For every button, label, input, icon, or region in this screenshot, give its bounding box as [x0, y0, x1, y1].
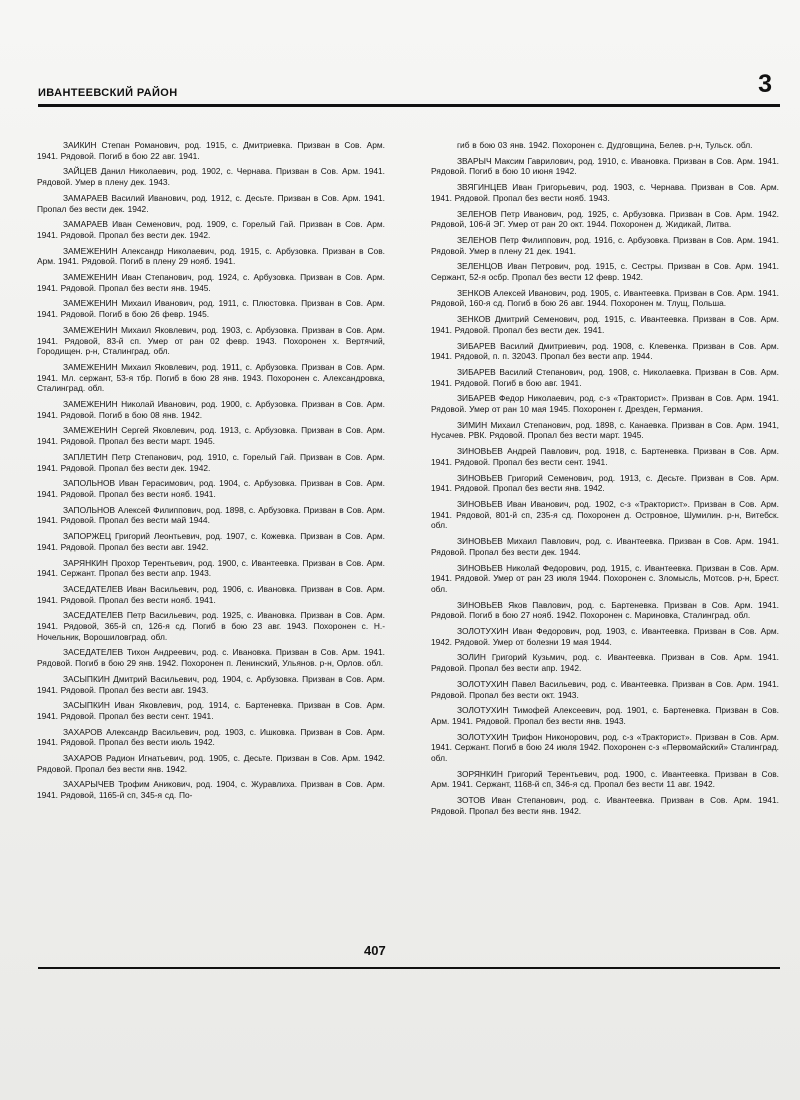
- list-item: [431, 314, 779, 335]
- entry-text: ЗЕЛЕНЦОВ Иван Петрович, род. 1915, с. Сестры. Призван в Сов. Арм. 1941. Сержант, 52-я осбр. Пропал без вести 12 февр. 1942.: [431, 261, 779, 283]
- entry-text: ЗОЛОТУХИН Тимофей Алексеевич, род. 1901, с. Бартеневка. Призван в Сов. Арм. 1941. Рядовой. Пропал без вести янв. 1943.: [431, 705, 779, 726]
- entry-text: ЗАПОЛЬНОВ Иван Герасимович, род. 1904, с. Арбузовка. Призван в Сов. Арм. 1941. Рядовой. Пропал без вести нояб. 1941.: [37, 478, 385, 499]
- entry-text: ЗАПОЛЬНОВ Алексей Филиппович, род. 1898, с. Арбузовка. Призван в Сов. Арм. 1941. Рядовой. Пропал без вести май 1944.: [37, 504, 385, 526]
- list-item: [37, 193, 385, 214]
- entry-text: ЗЕНКОВ Алексей Иванович, род. 1905, с. Ивантеевка. Призван в Сов. Арм. 1941. Рядовой, 160-я сд. Погиб в бою 26 авг. 1944. Похоронен м. Тлущ, Польша.: [431, 287, 779, 309]
- entry-text: ЗОЛИН Григорий Кузьмич, род. с. Ивантеевка. Призван в Сов. Арм. 1941. Рядовой. Пропал без вести апр. 1942.: [431, 652, 779, 674]
- list-item: [431, 473, 779, 494]
- list-item: [431, 446, 779, 467]
- entry-text: ЗИБАРЕВ Василий Степанович, род. 1908, с. Николаевка. Призван в Сов. Арм. 1941. Рядовой. Погиб в бою авг. 1941.: [431, 366, 779, 388]
- entry-text: ЗАХАРОВ Александр Васильевич, род. 1903, с. Ишковка. Призван в Сов. Арм. 1941. Рядовой. Пропал без вести июль 1942.: [37, 726, 385, 748]
- list-item: [431, 341, 779, 362]
- entry-text: ЗАМАРАЕВ Василий Иванович, род. 1912, с. Десьте. Призван в Сов. Арм. 1941. Пропал без вести дек. 1942.: [37, 192, 385, 214]
- entry-text: ЗОЛОТУХИН Павел Васильевич, род. с. Ивантеевка. Призван в Сов. Арм. 1941. Рядовой. Пропал без вести окт. 1943.: [431, 678, 779, 700]
- list-item: [431, 420, 779, 441]
- list-item: [37, 610, 385, 642]
- list-item: [37, 584, 385, 605]
- list-item: [37, 647, 385, 668]
- left-column: [37, 140, 385, 930]
- entry-text: ЗАМЕЖЕНИН Иван Степанович, род. 1924, с. Арбузовка. Призван в Сов. Арм. 1941. Рядовой. Пропал без вести янв. 1945.: [37, 272, 385, 293]
- list-item: [431, 732, 779, 764]
- list-item: [431, 393, 779, 414]
- entry-text: ЗАМАРАЕВ Иван Семенович, род. 1909, с. Горелый Гай. Призван в Сов. Арм. 1941. Рядовой. Пропал без вести дек. 1942.: [37, 219, 385, 240]
- list-item: [431, 652, 779, 673]
- list-item: [37, 478, 385, 499]
- list-item: [431, 626, 779, 647]
- list-item: [431, 182, 779, 203]
- list-item: [431, 499, 779, 531]
- entry-text: ЗАРЯНКИН Прохор Терентьевич, род. 1900, с. Ивантеевка. Призван в Сов. Арм. 1941. Сержант. Пропал без вести апр. 1943.: [37, 557, 385, 579]
- list-item: [37, 272, 385, 293]
- list-item: [37, 505, 385, 526]
- list-item: [37, 325, 385, 357]
- list-item: [37, 779, 385, 800]
- entry-text: ЗИНОВЬЕВ Андрей Павлович, род. 1918, с. Бартеневка. Призван в Сов. Арм. 1941. Рядовой. Пропал без вести сент. 1941.: [431, 446, 779, 467]
- entry-text: ЗАМЕЖЕНИН Сергей Яковлевич, род. 1913, с. Арбузовка. Призван в Сов. Арм. 1941. Рядовой. Пропал без вести март. 1945.: [37, 425, 385, 447]
- list-item: [37, 219, 385, 240]
- entry-text: ЗВЯГИНЦЕВ Иван Григорьевич, род. 1903, с. Чернава. Призван в Сов. Арм. 1941. Рядовой. Пропал без вести нояб. 1943.: [431, 182, 779, 203]
- entry-text: ЗИМИН Михаил Степанович, род. 1898, с. Канаевка. Призван в Сов. Арм. 1941, Нусачев. РВК. Рядовой. Пропал без вести март. 1945.: [431, 419, 779, 441]
- list-item: [431, 705, 779, 726]
- entry-text: ЗОТОВ Иван Степанович, род. с. Ивантеевка. Призван в Сов. Арм. 1941. Рядовой. Пропал без вести янв. 1942.: [431, 795, 779, 816]
- entry-text: ЗИБАРЕВ Федор Николаевич, род. с-з «Тракторист». Призван в Сов. Арм. 1941. Рядовой. Умер от ран 10 мая 1945. Похоронен г. Дрезден, Германия.: [431, 393, 779, 415]
- right-column: [431, 140, 779, 930]
- region-title: ИВАНТЕЕВСКИЙ РАЙОН: [38, 87, 178, 99]
- entry-text: ЗАЙЦЕВ Данил Николаевич, род. 1902, с. Чернава. Призван в Сов. Арм. 1941. Рядовой. Умер в плену дек. 1943.: [37, 166, 385, 188]
- list-item: [431, 679, 779, 700]
- list-item: [37, 558, 385, 579]
- entry-text: гиб в бою 03 янв. 1942. Похоронен с. Дудговщина, Белев. р-н, Тульск. обл.: [457, 140, 753, 150]
- entry-text: ЗЕНКОВ Дмитрий Семенович, род. 1915, с. Ивантеевка. Призван в Сов. Арм. 1941. Рядовой. Пропал без вести дек. 1941.: [431, 314, 779, 335]
- list-item: [37, 425, 385, 446]
- list-item: [37, 531, 385, 552]
- entry-text: ЗАМЕЖЕНИН Николай Иванович, род. 1900, с. Арбузовка. Призван в Сов. Арм. 1941. Рядовой. Погиб в бою 08 янв. 1942.: [37, 399, 385, 420]
- entry-text: ЗАМЕЖЕНИН Михаил Иванович, род. 1911, с. Плюстовка. Призван в Сов. Арм. 1941. Рядовой. Погиб в бою 26 февр. 1945.: [37, 298, 385, 320]
- entry-text: ЗИНОВЬЕВ Григорий Семенович, род. 1913, с. Десьте. Призван в Сов. Арм. 1941. Рядовой. Пропал без вести янв. 1942.: [431, 472, 779, 494]
- list-item: [431, 156, 779, 177]
- list-item: [431, 140, 779, 151]
- list-item: [431, 235, 779, 256]
- entry-text: ЗАМЕЖЕНИН Александр Николаевич, род. 1915, с. Арбузовка. Призван в Сов. Арм. 1941. Рядовой. Погиб в плену 29 нояб. 1941.: [37, 245, 385, 267]
- list-item: [37, 362, 385, 394]
- list-item: [431, 367, 779, 388]
- list-item: [37, 166, 385, 187]
- list-item: [431, 261, 779, 282]
- entry-text: ЗИНОВЬЕВ Яков Павлович, род. с. Бартеневка. Призван в Сов. Арм. 1941. Рядовой. Погиб в бою 27 нояб. 1942. Похоронен с. Мариновка, Сталинград. обл.: [431, 599, 779, 621]
- list-item: [37, 298, 385, 319]
- entry-text: ЗЕЛЕНОВ Петр Филиппович, род. 1916, с. Арбузовка. Призван в Сов. Арм. 1941. Рядовой. Умер в плену 21 дек. 1941.: [431, 234, 779, 256]
- entry-text: ЗОЛОТУХИН Иван Федорович, род. 1903, с. Ивантеевка. Призван в Сов. Арм. 1942. Рядовой. Умер от болезни 19 мая 1944.: [431, 626, 779, 647]
- entry-text: ЗАСЫПКИН Дмитрий Васильевич, род. 1904, с. Арбузовка. Призван в Сов. Арм. 1941. Рядовой. Пропал без вести авг. 1943.: [37, 673, 385, 695]
- list-item: [431, 795, 779, 816]
- entry-text: ЗАПОРЖЕЦ Григорий Леонтьевич, род. 1907, с. Кожевка. Призван в Сов. Арм. 1941. Рядовой. Пропал без вести авг. 1942.: [37, 531, 385, 552]
- entry-text: ЗЕЛЕНОВ Петр Иванович, род. 1925, с. Арбузовка. Призван в Сов. Арм. 1942. Рядовой, 106-й ЭГ. Умер от ран 20 окт. 1944. Похоронен д. Жидикай, Литва.: [431, 208, 779, 230]
- entry-text: ЗАИКИН Степан Романович, род. 1915, с. Дмитриевка. Призван в Сов. Арм. 1941. Рядовой. Погиб в бою 22 авг. 1941.: [37, 140, 385, 161]
- list-item: [37, 399, 385, 420]
- entry-text: ЗАМЕЖЕНИН Михаил Яковлевич, род. 1911, с. Арбузовка. Призван в Сов. Арм. 1941. Мл. сержант, 53-я тбр. Погиб в бою 28 янв. 1943. Похоронен с. Александровка, Сталинград. обл.: [37, 361, 385, 394]
- entry-text: ЗИНОВЬЕВ Иван Иванович, род. 1902, с-з «Тракторист». Призван в Сов. Арм. 1941. Рядовой, 801-й сп, 235-я сд. Похоронен д. Островное, Шумилин. р-н, Витебск. обл.: [431, 498, 779, 531]
- list-item: [431, 600, 779, 621]
- section-number: 3: [758, 70, 772, 98]
- entry-text: ЗИНОВЬЕВ Михаил Павлович, род. с. Ивантеевка. Призван в Сов. Арм. 1941. Рядовой. Пропал без вести дек. 1944.: [431, 536, 779, 557]
- entry-text: ЗИБАРЕВ Василий Дмитриевич, род. 1908, с. Клевенка. Призван в Сов. Арм. 1941. Рядовой, п. п. 32043. Пропал без вести апр. 1944.: [431, 340, 779, 362]
- list-item: [431, 769, 779, 790]
- list-item: [37, 452, 385, 473]
- entry-text: ЗАХАРОВ Радион Игнатьевич, род. 1905, с. Десьте. Призван в Сов. Арм. 1942. Рядовой. Пропал без вести янв. 1942.: [37, 753, 385, 774]
- memorial-list: [37, 140, 779, 930]
- entry-text: ЗАХАРЫЧЕВ Трофим Аникович, род. 1904, с. Журавлиха. Призван в Сов. Арм. 1941. Рядовой, 1165-й сп, 345-я сд. По-: [37, 779, 385, 801]
- list-item: [37, 727, 385, 748]
- page-number: 407: [364, 943, 386, 958]
- entry-text: ЗОЛОТУХИН Трифон Никонорович, род. с-з «Тракторист». Призван в Сов. Арм. 1941. Сержант. Погиб в бою 24 июля 1942. Похоронен с-з «Первомайский» Сталинград. обл.: [431, 731, 779, 764]
- list-item: [37, 753, 385, 774]
- entry-text: ЗАПЛЕТИН Петр Степанович, род. 1910, с. Горелый Гай. Призван в Сов. Арм. 1941. Рядовой. Пропал без вести дек. 1942.: [37, 451, 385, 473]
- entry-text: ЗАСЕДАТЕЛЕВ Тихон Андреевич, род. с. Ивановка. Призван в Сов. Арм. 1941. Рядовой. Погиб в бою 29 янв. 1942. Похоронен п. Ленинский, Ульянов. р-н, Орлов. обл.: [37, 647, 385, 669]
- list-item: [37, 140, 385, 161]
- list-item: [431, 288, 779, 309]
- list-item: [431, 563, 779, 595]
- list-item: [37, 674, 385, 695]
- footer-divider: [38, 967, 780, 969]
- header-divider: [38, 104, 780, 107]
- entry-text: ЗАМЕЖЕНИН Михаил Яковлевич, род. 1903, с. Арбузовка. Призван в Сов. Арм. 1941. Рядовой, 83-й сп. Умер от ран 02 февр. 1943. Похоронен х. Вертячий, Городищен. р-н, Сталинград. обл.: [37, 324, 385, 357]
- list-item: [431, 209, 779, 230]
- list-item: [431, 536, 779, 557]
- entry-text: ЗИНОВЬЕВ Николай Федорович, род. 1915, с. Ивантеевка. Призван в Сов. Арм. 1941. Рядовой. Умер от ран 23 июля 1944. Похоронен с. Зломысль, Мотсов. р-н, Брест. обл.: [431, 562, 779, 594]
- entry-text: ЗАСЕДАТЕЛЕВ Иван Васильевич, род. 1906, с. Ивановка. Призван в Сов. Арм. 1941. Рядовой. Пропал без вести нояб. 1941.: [37, 583, 385, 605]
- entry-text: ЗОРЯНКИН Григорий Терентьевич, род. 1900, с. Ивантеевка. Призван в Сов. Арм. 1941. Сержант, 1168-й сп, 346-я сд. Пропал без вести 11 авг. 1942.: [431, 768, 779, 790]
- entry-text: ЗВАРЫЧ Максим Гаврилович, род. 1910, с. Ивановка. Призван в Сов. Арм. 1941. Рядовой. Погиб в бою 10 июня 1942.: [431, 155, 779, 177]
- list-item: [37, 700, 385, 721]
- entry-text: ЗАСЕДАТЕЛЕВ Петр Васильевич, род. 1925, с. Ивановка. Призван в Сов. Арм. 1941. Рядовой, 365-й сп, 126-я сд. Погиб в бою 23 авг. 1943. Похоронен с. Н.-Ночельник, Ворошиловград. обл.: [37, 610, 385, 642]
- entry-text: ЗАСЫПКИН Иван Яковлевич, род. 1914, с. Бартеневка. Призван в Сов. Арм. 1941. Рядовой. Пропал без вести сент. 1941.: [37, 700, 385, 721]
- list-item: [37, 246, 385, 267]
